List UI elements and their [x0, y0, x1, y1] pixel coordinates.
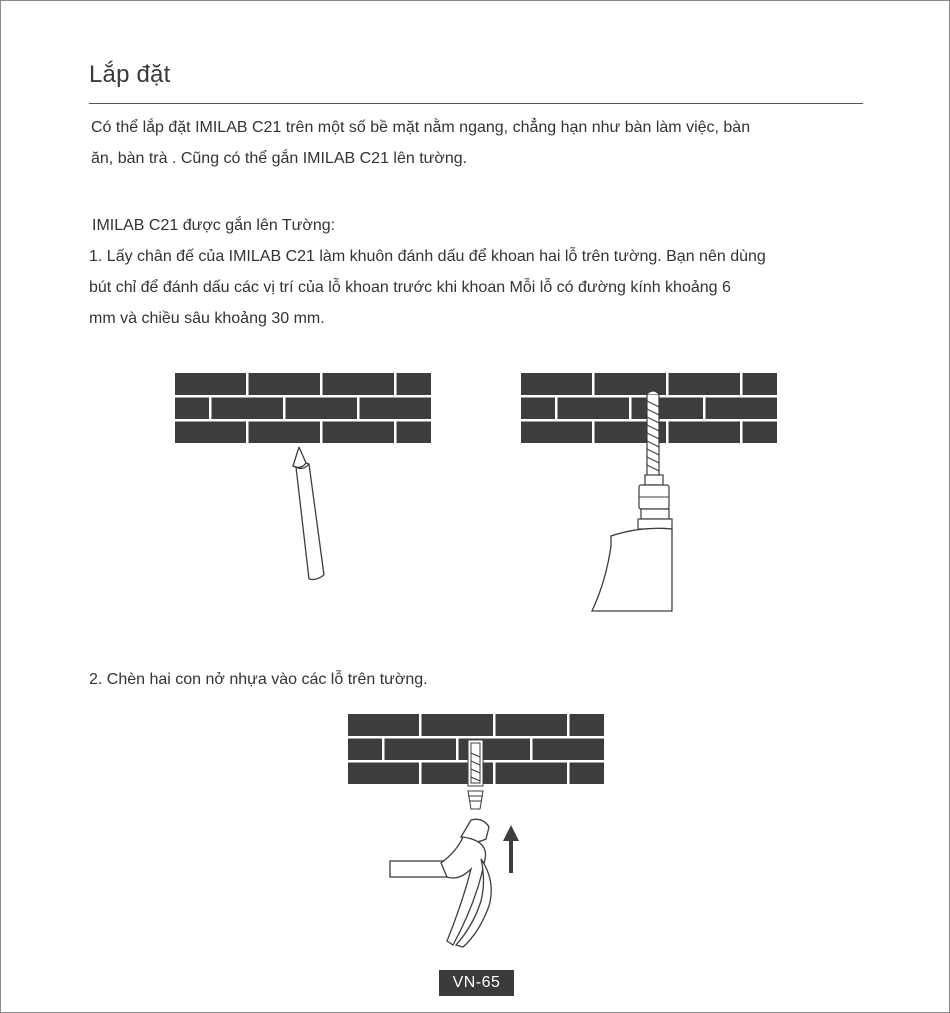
step-1-line-3: mm và chiều sâu khoảng 30 mm. — [89, 310, 325, 327]
wall-mount-title: IMILAB C21 được gắn lên Tường: — [92, 217, 336, 234]
pencil-marking-wall — [175, 373, 431, 580]
page-number-badge: VN-65 — [439, 970, 514, 996]
drilling-wall — [521, 373, 777, 611]
step-2-line: 2. Chèn hai con nở nhựa vào các lỗ trên tường. — [89, 671, 428, 688]
up-arrow-icon — [503, 825, 519, 873]
hammer-icon — [390, 819, 491, 947]
pencil-icon — [293, 447, 324, 580]
illustrations — [1, 1, 949, 1012]
page-title: Lắp đặt — [89, 61, 171, 88]
intro-line-1: Có thể lắp đặt IMILAB C21 trên một số bề mặt nằm ngang, chẳng hạn như bàn làm việc, bàn — [91, 119, 751, 136]
brick-wall-1 — [175, 373, 431, 443]
hammering-anchor — [348, 714, 604, 947]
intro-line-2: ăn, bàn trà . Cũng có thể gắn IMILAB C21 lên tường. — [91, 150, 468, 167]
step-1-line-2: bút chỉ để đánh dấu các vị trí của lỗ khoan trước khi khoan Mỗi lỗ có đường kính khoảng 6 — [89, 279, 731, 296]
step-1-line-1: 1. Lấy chân đế của IMILAB C21 làm khuôn đánh dấu để khoan hai lỗ trên tường. Bạn nên dùng — [89, 248, 766, 265]
